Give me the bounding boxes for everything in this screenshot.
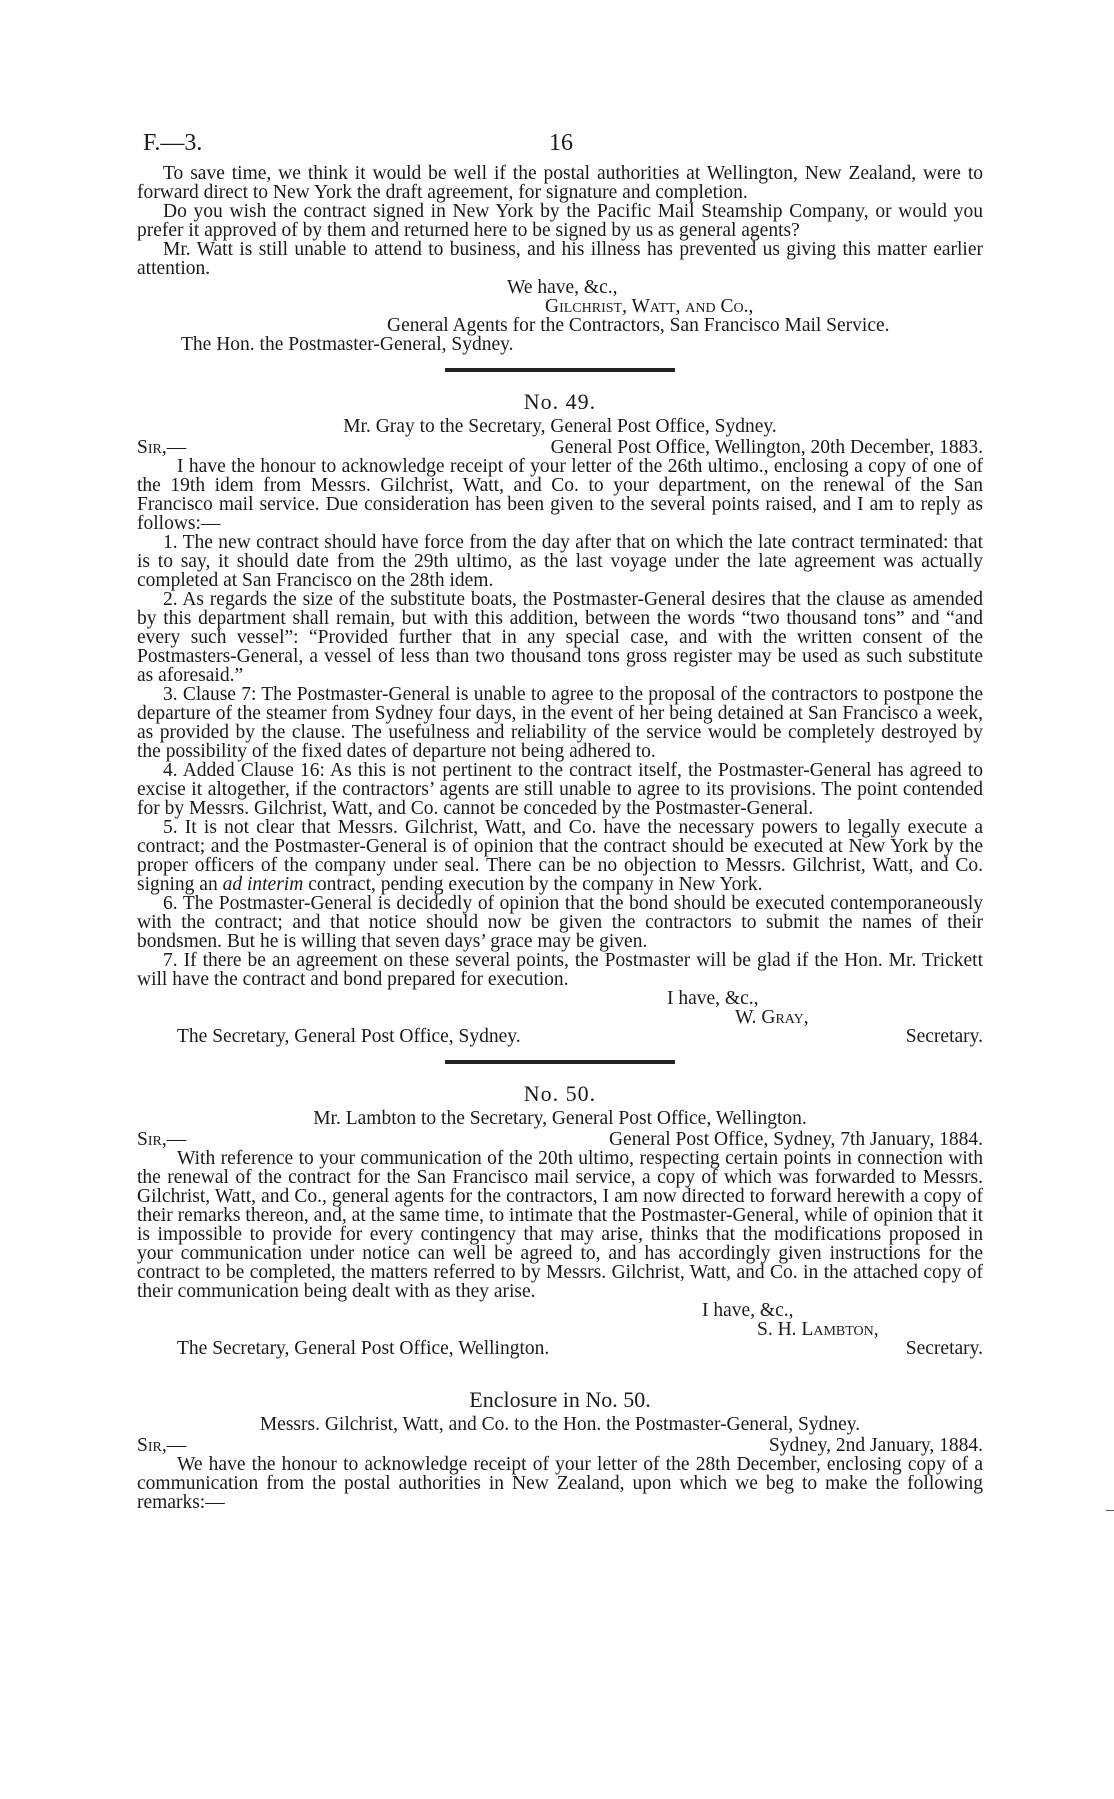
point-5-text-a: 5. It is not clear that Messrs. Gilchrist, Watt, and Co. have the necessary powers to legally execute a contract; and the Postmaster-General is of opinion that the contract should be executed at New York by the proper officers of the company under seal. There can be no objection to Messrs. Gilchrist, Watt, and Co. signing an	[137, 817, 983, 895]
letter-50-salutation-line	[137, 1130, 983, 1149]
intro-addressee: The Hon. the Postmaster-General, Sydney.	[181, 334, 514, 355]
intro-signer-title: General Agents for the Contractors, San Francisco Mail Service.	[387, 315, 890, 336]
letter-49-salutation-line	[137, 438, 983, 457]
enclosure-heading: Enclosure in No. 50.	[469, 1387, 651, 1412]
letter-49-title: Mr. Gray to the Secretary, General Post Office, Sydney.	[343, 416, 777, 437]
letter-49-point-7: 7. If there be an agreement on these several points, the Postmaster will be glad if the Hon. Mr. Trickett will have the contract and bond prepared for execution.	[137, 950, 983, 990]
page-header	[137, 130, 983, 164]
letter-50-body: With reference to your communication of the 20th ultimo, respecting certain points in connection with the renewal of the contract for the San Francisco mail service, a copy of which was forwarded to Messrs. Gilchrist, Watt, and Co., general agents for the contractors, I am now directed to forward herewith a copy of their remarks thereon, and, at the same time, to intimate that the Postmaster-General, while of opinion that it is impossible to provide for every contingency that may arise, thinks that the modifications proposed in your communication under notice can well be agreed to, and has accordingly given instructions for the contract to be completed, the matters referred to by Messrs. Gilchrist, Watt, and Co. in the attached copy of their communication being dealt with as they arise.	[137, 1148, 983, 1302]
letter-49-closing: I have, &c.,	[667, 988, 759, 1009]
intro-signer: Gilchrist, Watt, and Co.,	[545, 296, 754, 317]
intro-paragraph-1: To save time, we think it would be well if the postal authorities at Wellington, New Zealand, were to forward direct to New York the draft agreement, for signature and completion.	[137, 163, 983, 203]
page-number: 16	[549, 130, 573, 156]
intro-paragraph-3: Mr. Watt is still unable to attend to business, and his illness has prevented us giving this matter earlier attention.	[137, 239, 983, 279]
enclosure-salutation-line	[137, 1436, 983, 1455]
letter-49-dateline: General Post Office, Wellington, 20th December, 1883.	[550, 437, 983, 458]
point-5-text-b: contract, pending execution by the company in New York.	[303, 874, 763, 895]
letter-49-footer	[137, 1027, 983, 1046]
letter-50-signer: S. H. Lambton,	[757, 1319, 879, 1340]
letter-49-addressee: The Secretary, General Post Office, Sydney.	[177, 1026, 521, 1047]
letter-50-closing: I have, &c.,	[702, 1300, 794, 1321]
document-reference: F.—3.	[143, 130, 203, 156]
letter-49-point-5	[137, 818, 983, 894]
section-rule	[445, 368, 675, 372]
letter-50-dateline: General Post Office, Sydney, 7th January, 1884.	[608, 1129, 983, 1150]
letter-49-point-6: 6. The Postmaster-General is decidedly of opinion that the bond should be executed contemporaneously with the contract; and that notice should now be given the contractors to submit the names of their bondsmen. But he is willing that seven days’ grace may be given.	[137, 893, 983, 952]
letter-50-signer-title: Secretary.	[905, 1338, 983, 1359]
point-5-italic: ad interim	[222, 874, 304, 895]
letter-50-addressee: The Secretary, General Post Office, Wellington.	[177, 1338, 550, 1359]
intro-paragraph-2: Do you wish the contract signed in New York by the Pacific Mail Steamship Company, or would you prefer it approved of by them and returned here to be signed by us as general agents?	[137, 201, 983, 241]
letter-50-footer	[137, 1339, 983, 1358]
enclosure-title: Messrs. Gilchrist, Watt, and Co. to the Hon. the Postmaster-General, Sydney.	[259, 1414, 861, 1435]
letter-49-point-3: 3. Clause 7: The Postmaster-General is unable to agree to the proposal of the contractors to postpone the departure of the steamer from Sydney four days, in the event of her being detained at San Francisco a week, as provided by the clause. The usefulness and reliability of the service would be completely destroyed by the possibility of the fixed dates of departure not being adhered to.	[137, 684, 983, 762]
letter-49-point-4: 4. Added Clause 16: As this is not pertinent to the contract itself, the Postmaster-General has agreed to excise it altogether, if the contractors’ agents are still unable to agree to its provisions. The point contended for by Messrs. Gilchrist, Watt, and Co. cannot be conceded by the Postmaster-General.	[137, 760, 983, 819]
letter-49-signer: W. Gray,	[735, 1007, 809, 1028]
letter-50-salutation: Sir,—	[137, 1129, 187, 1150]
letter-49-intro: I have the honour to acknowledge receipt of your letter of the 26th ultimo., enclosing a copy of one of the 19th idem from Messrs. Gilchrist, Watt, and Co. to your department, on the renewal of the San Francisco mail service. Due consideration has been given to the several points raised, and I am to reply as follows:—	[137, 456, 983, 534]
letter-49-point-2: 2. As regards the size of the substitute boats, the Postmaster-General desires that the clause as amended by this department shall remain, but with this addition, between the words “two thousand tons” and “and every such vessel”: “Provided further that in any special case, and with the written consent of the Postmasters-General, a vessel of less than two thousand tons gross register may be used as such substitute as aforesaid.”	[137, 589, 983, 686]
letter-50-title: Mr. Lambton to the Secretary, General Post Office, Wellington.	[313, 1108, 807, 1129]
document-page	[137, 130, 983, 1512]
margin-mark	[1106, 1510, 1114, 1511]
letter-49-number: No. 49.	[523, 389, 597, 414]
enclosure-body: We have the honour to acknowledge receipt of your letter of the 28th December, enclosing copy of a communication from the postal authorities in New Zealand, upon which we beg to make the following remarks:—	[137, 1454, 983, 1513]
letter-49-signer-title: Secretary.	[905, 1026, 983, 1047]
enclosure-dateline: Sydney, 2nd January, 1884.	[768, 1435, 983, 1456]
section-rule	[445, 1060, 675, 1064]
letter-49-point-1: 1. The new contract should have force from the day after that on which the late contract terminated: that is to say, it should date from the 29th ultimo, as the last voyage under the late agreement was actually completed at San Francisco on the 28th idem.	[137, 532, 983, 591]
letter-50-number: No. 50.	[523, 1081, 597, 1106]
enclosure-salutation: Sir,—	[137, 1435, 187, 1456]
letter-49-salutation: Sir,—	[137, 437, 187, 458]
intro-closing: We have, &c.,	[507, 277, 618, 298]
